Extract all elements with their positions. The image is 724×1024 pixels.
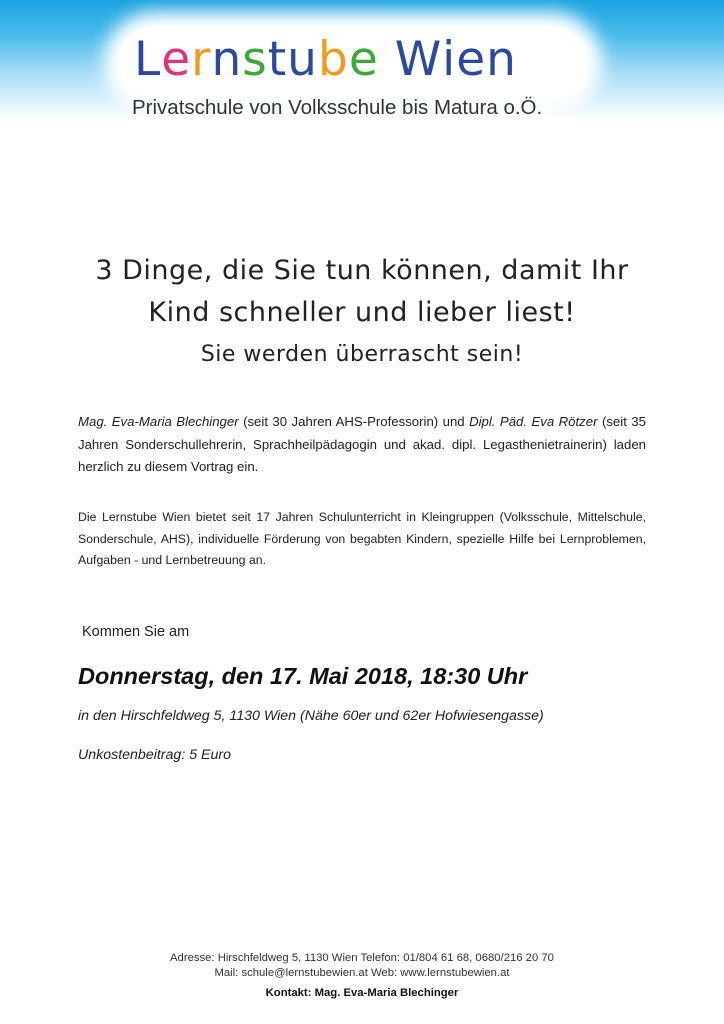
intro-paragraph: [78, 411, 646, 479]
logo: [134, 30, 594, 90]
footer-contact: Kontakt: Mag. Eva-Maria Blechinger: [265, 987, 459, 999]
footer-mail-web: Mail: schule@lernstubewien.at Web: www.lernstubewien.at: [214, 966, 510, 979]
logo-letter: b: [317, 32, 349, 87]
headline-line-2: Kind schneller und lieber liest!: [148, 297, 576, 328]
logo-letter: e: [161, 32, 192, 87]
school-subtitle: Privatschule von Volksschule bis Matura o.Ö.: [132, 96, 543, 119]
logo-letter: W: [394, 32, 443, 87]
event-fee: Unkostenbeitrag: 5 Euro: [78, 747, 232, 763]
school-description: Die Lernstube Wien bietet seit 17 Jahren Schulunterricht in Kleingruppen (Volksschule, Mittelschule, Sonderschule, AHS), individuelle Förderung von begabten Kindern, spezielle Hilfe bei Lernproblemen, Aufgaben - und Lernbetreuung an.: [78, 510, 646, 567]
speaker-1-name: Mag. Eva-Maria Blechinger: [78, 414, 239, 429]
headline: [20, 250, 704, 334]
logo-letter: e: [348, 32, 379, 87]
event-location: in den Hirschfeldweg 5, 1130 Wien (Nähe 60er und 62er Hofwiesengasse): [78, 708, 544, 724]
event-date: Donnerstag, den 17. Mai 2018, 18:30 Uhr: [78, 663, 528, 689]
logo-letter: n: [486, 32, 517, 87]
logo-letter: u: [287, 32, 318, 87]
logo-letter: e: [456, 32, 487, 87]
logo-letter: r: [191, 32, 212, 87]
logo-letter: i: [442, 32, 457, 87]
logo-letter: L: [134, 32, 162, 87]
subheadline: Sie werden überrascht sein!: [200, 342, 524, 367]
logo-letter: t: [267, 32, 288, 87]
footer-address: Adresse: Hirschfeldweg 5, 1130 Wien Telefon: 01/804 61 68, 0680/216 20 70: [170, 952, 554, 964]
logo-letter: s: [242, 32, 268, 87]
footer: [0, 951, 724, 1001]
logo-letter: [379, 30, 395, 90]
headline-line-1: 3 Dinge, die Sie tun können, damit Ihr: [95, 255, 629, 286]
intro-text-1: (seit 30 Jahren AHS-Professorin) und: [238, 414, 470, 429]
intro-text-2: (seit 35 Jahren Sonderschullehrerin, Sprachheilpädagogin und akad. dipl. Legasthenietrainerin) laden herzlich zu diesem Vortrag ein.: [78, 414, 646, 474]
logo-letter: n: [211, 32, 243, 87]
invite-text: Kommen Sie am: [82, 624, 190, 640]
speaker-2-name: Dipl. Päd. Eva Rötzer: [469, 414, 598, 429]
